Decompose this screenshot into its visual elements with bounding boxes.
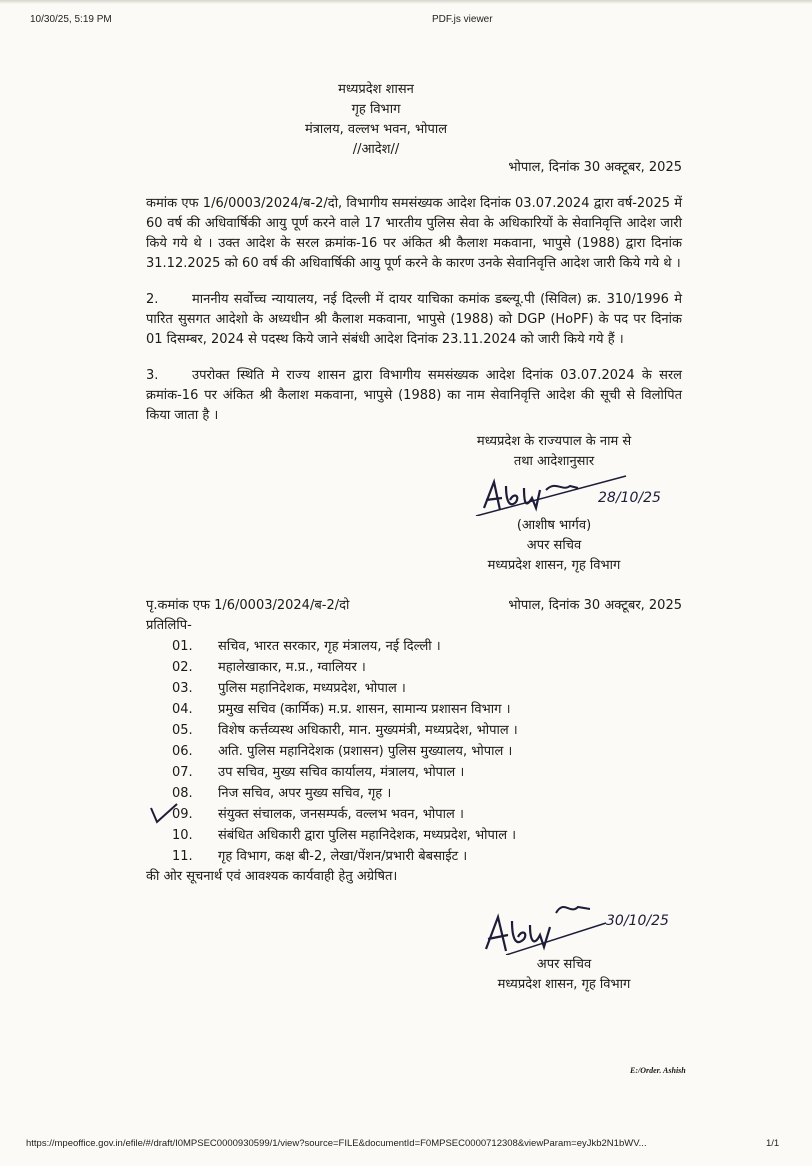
list-item <box>172 825 682 846</box>
item-number: 04. <box>172 702 193 717</box>
signatory-name: (आशीष भार्गव) <box>516 518 592 533</box>
item-text: गृह विभाग, कक्ष बी-2, लेखा/पेंशन/प्रभारी बेबसाईट । <box>218 849 468 864</box>
endorsement <box>146 596 682 887</box>
signature-block-1 <box>426 432 682 576</box>
list-item <box>172 804 682 825</box>
signatory-designation: अपर सचिव <box>536 957 592 972</box>
item-text: विशेष कर्त्तव्यस्थ अधिकारी, मान. मुख्यमंत्री, मध्यप्रदेश, भोपाल । <box>218 723 518 738</box>
order-title: //आदेश// <box>352 142 400 157</box>
handwritten-signature <box>446 891 682 955</box>
item-text: संयुक्त संचालक, जनसम्पर्क, वल्लभ भवन, भोपाल । <box>218 807 464 822</box>
item-text: पुलिस महानिदेशक, मध्यप्रदेश, भोपाल । <box>218 681 406 696</box>
list-item <box>172 657 682 678</box>
document-body <box>146 80 682 995</box>
office-address: मंत्रालय, वल्लभ भवन, भोपाल <box>304 122 448 137</box>
endorsement-ref: पृ.कमांक एफ 1/6/0003/2024/ब-2/दो <box>146 598 350 613</box>
list-item <box>172 846 682 867</box>
list-item <box>172 783 682 804</box>
item-number: 07. <box>172 765 193 780</box>
endorsement-date: भोपाल, दिनांक 30 अक्टूबर, 2025 <box>508 598 682 613</box>
list-item <box>172 699 682 720</box>
item-number: 02. <box>172 660 193 675</box>
signatory-department: मध्यप्रदेश शासन, गृह विभाग <box>487 558 621 573</box>
copy-label: प्रतिलिपि- <box>146 618 192 633</box>
paragraph-3 <box>146 366 682 426</box>
recipient-list <box>172 636 682 867</box>
item-number: 05. <box>172 723 193 738</box>
list-item <box>172 741 682 762</box>
signatory-designation: अपर सचिव <box>526 538 582 553</box>
item-number: 03. <box>172 681 193 696</box>
by-order-line: तथा आदेशानुसार <box>513 454 595 469</box>
handwritten-signature <box>426 472 682 516</box>
list-item <box>172 678 682 699</box>
page-url: https://mpeoffice.gov.in/efile/#/draft/I0MPSEC0000930599/1/view?source=FILE&documentId=F0MPSEC0000712308&viewParam=eyJkb2N1bWV... <box>26 1138 647 1149</box>
paragraph-1: कमांक एफ 1/6/0003/2024/ब-2/दो, विभागीय समसंख्यक आदेश दिनांक 03.07.2024 द्वारा वर्ष-2025 में 60 वर्ष की अधिवार्षिकी आयु पूर्ण करने वाले 17 भारतीय पुलिस सेवा के अधिकारियों के सेवानिवृत्ति आदेश जारी किये गये थे । उक्त आदेश के सरल क्रमांक-16 पर अंकित श्री कैलाश मकवाना, भापुसे (1988) द्वारा दिनांक 31.12.2025 को 60 वर्ष की अधिवार्षिकी आयु पूर्ण करने के कारण उनके सेवानिवृत्ति आदेश जारी किये गये थे । <box>146 196 682 271</box>
letterhead <box>206 80 546 160</box>
item-text: उप सचिव, मुख्य सचिव कार्यालय, मंत्रालय, भोपाल । <box>218 765 465 780</box>
signatory-department: मध्यप्रदेश शासन, गृह विभाग <box>497 977 631 992</box>
list-item <box>172 636 682 657</box>
file-reference-note: E:/Order. Ashish <box>630 1066 686 1075</box>
government-name: मध्यप्रदेश शासन <box>338 82 414 97</box>
list-item <box>172 762 682 783</box>
page-count: 1/1 <box>766 1138 780 1149</box>
on-behalf-line: मध्यप्रदेश के राज्यपाल के नाम से <box>476 434 632 449</box>
paragraph-number: 3. <box>146 368 159 383</box>
item-text: महालेखाकार, म.प्र., ग्वालियर । <box>218 660 366 675</box>
viewer-title: PDF.js viewer <box>432 14 493 25</box>
item-text: प्रमुख सचिव (कार्मिक) म.प्र. शासन, सामान्य प्रशासन विभाग । <box>218 702 511 717</box>
paragraph-2 <box>146 290 682 350</box>
order-date: भोपाल, दिनांक 30 अक्टूबर, 2025 <box>508 160 682 175</box>
tick-mark-icon <box>148 800 178 826</box>
item-text: संबंधित अधिकारी द्वारा पुलिस महानिदेशक, मध्यप्रदेश, भोपाल । <box>218 828 517 843</box>
handwritten-date: 30/10/25 <box>606 913 669 929</box>
item-number: 06. <box>172 744 193 759</box>
paragraph-text: उपरोक्त स्थिति मे राज्य शासन द्वारा विभागीय समसंख्यक आदेश दिनांक 03.07.2024 के सरल क्रमांक-16 पर अंकित श्री कैलाश मकवाना, भापुसे (1988) का नाम सेवानिवृत्ति आदेश की सूची से विलोपित किया जाता है । <box>146 368 682 423</box>
item-number: 01. <box>172 639 193 654</box>
item-text: निज सचिव, अपर मुख्य सचिव, गृह । <box>218 786 392 801</box>
list-item <box>172 720 682 741</box>
item-number: 11. <box>172 849 193 864</box>
paragraph-number: 2. <box>146 292 159 307</box>
department-name: गृह विभाग <box>351 102 401 117</box>
item-number: 08. <box>172 786 193 801</box>
item-text: अति. पुलिस महानिदेशक (प्रशासन) पुलिस मुख्यालय, भोपाल । <box>218 744 513 759</box>
print-timestamp: 10/30/25, 5:19 PM <box>30 14 112 25</box>
closing-line: की ओर सूचनार्थ एवं आवश्यक कार्यवाही हेतु अग्रेषित। <box>146 869 398 884</box>
item-number: 09. <box>172 807 193 822</box>
paragraph-text: माननीय सर्वोच्च न्यायालय, नई दिल्ली में दायर याचिका कमांक डब्ल्यू.पी (सिविल) क्र. 310/1996 मे पारित सुसगत आदेशो के अध्यधीन श्री कैलाश मकवाना, भापुसे (1988) को DGP (HoPF) के पद पर दिनांक 01 दिसम्बर, 2024 से पदस्थ किये जाने संबंधी आदेश दिनांक 23.11.2024 को जारी किये गये हैं । <box>146 292 682 347</box>
item-text: सचिव, भारत सरकार, गृह मंत्रालय, नई दिल्ली । <box>218 639 441 654</box>
handwritten-date: 28/10/25 <box>598 490 661 506</box>
signature-block-2 <box>446 891 682 995</box>
item-number: 10. <box>172 828 193 843</box>
scan-edge <box>0 0 812 4</box>
